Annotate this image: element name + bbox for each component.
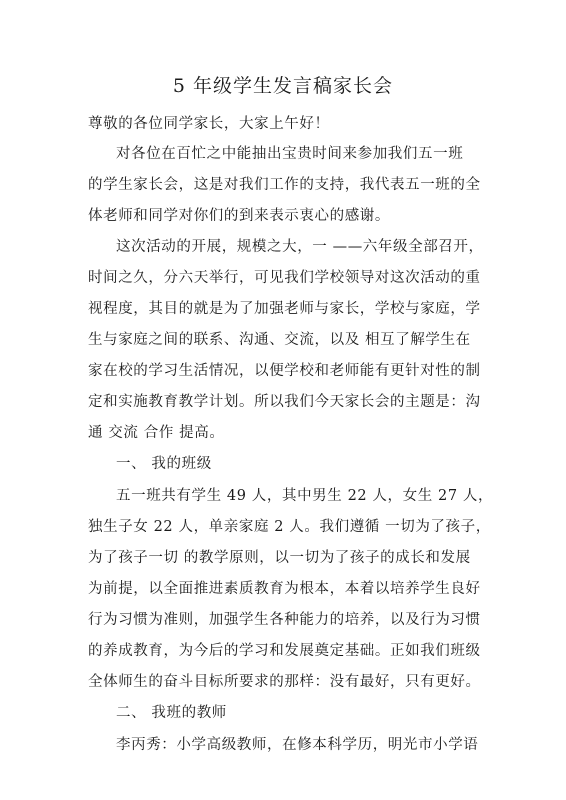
- section-heading-our-teachers: 二、 我班的教师: [116, 705, 227, 721]
- paragraph-line: 生与家庭之间的联系、沟通、交流，以及 相互了解学生在: [88, 332, 471, 348]
- paragraph-line: 体老师和同学对你们的到来表示衷心的感谢。: [88, 208, 390, 224]
- paragraph-line: 行为习惯为准则，加强学生各种能力的培养，以及行为习惯: [88, 612, 481, 628]
- paragraph-line: 为前提，以全面推进素质教育为根本，本着以培养学生良好: [88, 581, 481, 597]
- paragraph-line: 家在校的学习生活情况，以便学校和老师能有更针对性的制: [88, 363, 481, 379]
- section-heading-my-class: 一、 我的班级: [116, 456, 212, 472]
- paragraph-line: 为了孩子一切 的教学原则，以一切为了孩子的成长和发展: [88, 550, 471, 566]
- paragraph-line: 定和实施教育教学计划。所以我们今天家长会的主题是：沟: [88, 394, 481, 410]
- paragraph-line: 对各位在百忙之中能抽出宝贵时间来参加我们五一班: [116, 146, 464, 162]
- greeting-line: 尊敬的各位同学家长，大家上午好！: [88, 116, 330, 132]
- paragraph-line: 这次活动的开展，规模之大，一 ——六年级全部召开，: [116, 239, 484, 255]
- paragraph-line: 全体师生的奋斗目标所要求的那样：没有最好，只有更好。: [88, 674, 481, 690]
- paragraph-line: 李丙秀：小学高级教师，在修本科学历，明光市小学语: [116, 737, 479, 753]
- paragraph-line: 的学生家长会，这是对我们工作的支持，我代表五一班的全: [88, 177, 481, 193]
- paragraph-line: 时间之久，分六天举行，可见我们学校领导对这次活动的重: [88, 270, 481, 286]
- document-title: 5 年级学生发言稿家长会: [172, 75, 394, 97]
- paragraph-line: 通 交流 合作 提高。: [88, 425, 225, 441]
- paragraph-line: 的养成教育，为今后的学习和发展奠定基础。正如我们班级: [88, 643, 481, 659]
- paragraph-line: 五一班共有学生 49 人，其中男生 22 人，女生 27 人，: [116, 488, 494, 504]
- paragraph-line: 独生子女 22 人，单亲家庭 2 人。我们遵循 一切为了孩子，: [88, 519, 491, 535]
- paragraph-line: 视程度，其目的就是为了加强老师与家长，学校与家庭，学: [88, 301, 481, 317]
